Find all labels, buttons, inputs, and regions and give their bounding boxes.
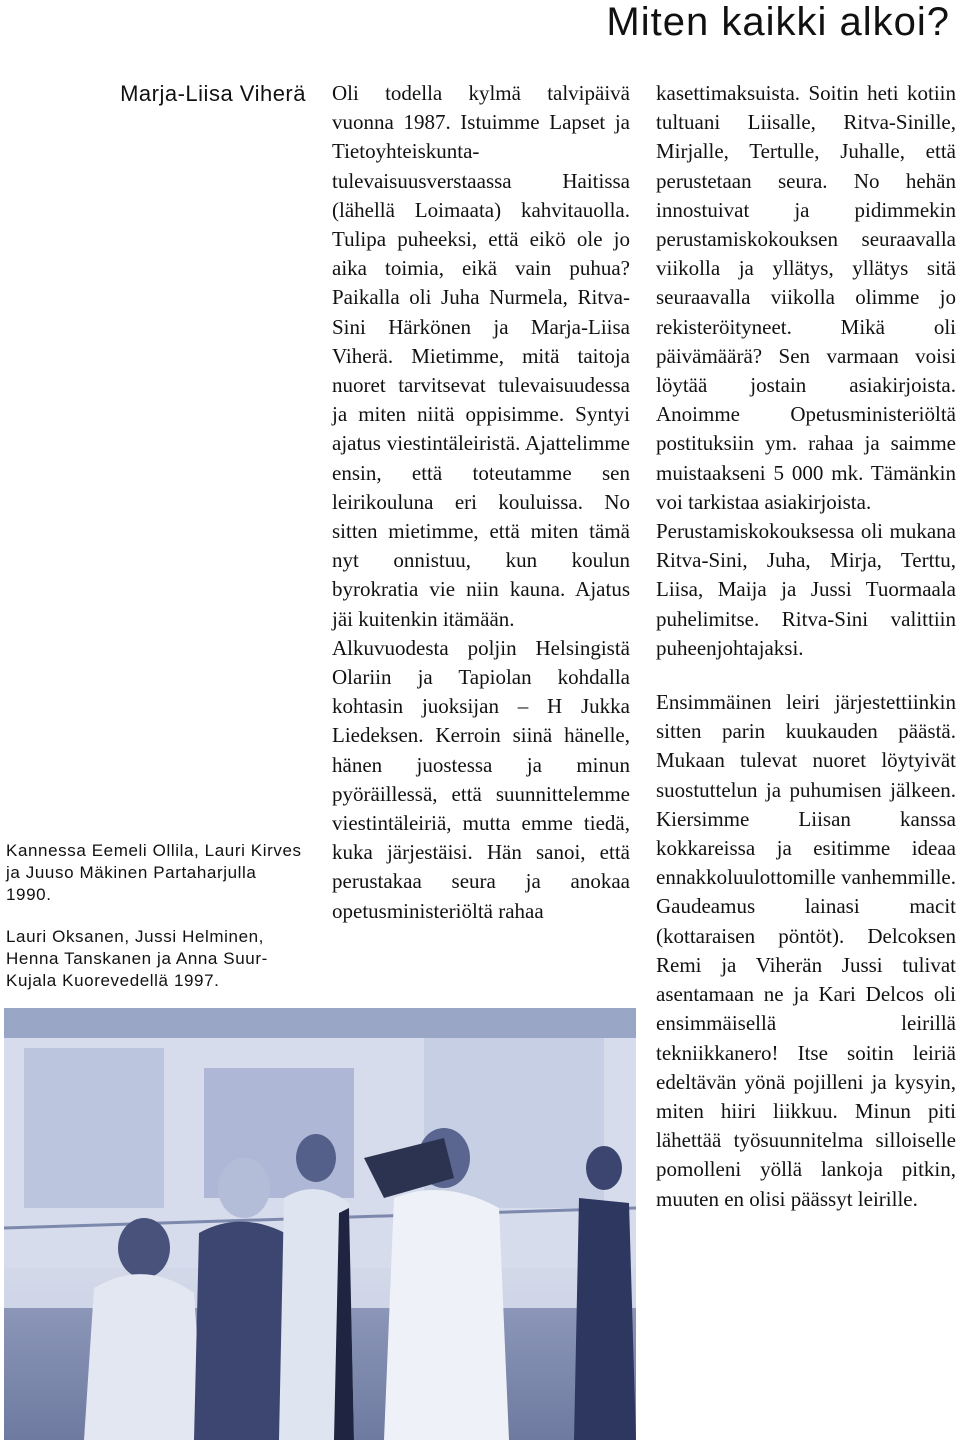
paragraph: Ensimmäinen leiri järjestettiinkin sitten parin kuukauden päästä. Mukaan tulevat nuoret löytyivät suostuttelun ja puhumisen jälkeen. Kiersimme Liisan kanssa kokkareissa ja esitimme ideaa ennakkoluulottomille vanhemmille. Gaudeamus lainasi macit (kottaraisen pöntöt). Delcoksen Remi ja Viherän Jussi tulivat asentamaan ne ja Kari Delcos oli ensimmäisellä leirillä tekniikkanero! Itse soitin leiriä edeltävän yönä pojilleni ja kysyin, miten hiiri liikkuu. Minun piti lähettää työsuunnitelma silloiselle pomolleni yöllä lankoja pitkin, muuten en olisi päässyt leirille. <box>656 690 956 1211</box>
article-column-middle <box>332 79 630 926</box>
article-column-right <box>656 79 956 1214</box>
author-name: Marja-Liisa Viherä <box>120 81 306 106</box>
photo-caption-1997: Lauri Oksanen, Jussi Helminen, Henna Tanskanen ja Anna Suur-Kujala Kuorevedellä 1997. <box>6 927 268 990</box>
paragraph: kasettimaksuista. Soitin heti kotiin tultuani Liisalle, Ritva-Sinille, Mirjalle, Tertulle, Juhalle, että perustetaan seura. No hehän innostuivat ja pidimmekin perustamiskokouksen seuraavalla viikolla ja yllätys, yllätys sitä seuraavalla viikolla olimme jo rekisteröityneet. Mikä oli päivämäärä? Sen varmaan voisi löytää jostain asiakirjoista. Anoimme Opetusministeriöltä postituksiin ym. rahaa ja saimme muistaakseni 5 000 mk. Tämänkin voi tarkistaa asiakirjoista. <box>656 81 956 514</box>
photo-caption-cover: Kannessa Eemeli Ollila, Lauri Kirves ja Juuso Mäkinen Partaharjulla 1990. <box>6 841 302 904</box>
paragraph: Perustamiskokouksessa oli mukana Ritva-Sini, Juha, Mirja, Terttu, Liisa, Maija ja Jussi Tuormaala puhelimitse. Ritva-Sini valittiin puheenjohtajaksi. <box>656 519 956 660</box>
paragraph: Alkuvuodesta poljin Helsingistä Olariin ja Tapiolan kohdalla kohtasin juoksijan – H Jukka Liedeksen. Kerroin siinä hänelle, hänen juostessa ja minun pyöräillessä, että suunnittelemme viestintäleiriä, mutta emme tiedä, kuka järjestäisi. Hän sanoi, että perustakaa seura ja anokaa opetusministeriöltä rahaa <box>332 635 630 923</box>
group-photo <box>4 1008 636 1440</box>
article-title: Miten kaikki alkoi? <box>606 0 950 44</box>
paragraph: Oli todella kylmä talvipäivä vuonna 1987. Istuimme Lapset ja Tietoyhteiskunta-tulevaisuusverstaassa Haitissa (lähellä Loimaata) kahvitauolla. Tulipa puheeksi, että eikö ole jo aika toimia, eikä vain puhua? Paikalla oli Juha Nurmela, Ritva-Sini Härkönen ja Marja-Liisa Viherä. Mietimme, mitä taitoja nuoret tarvitsevat tulevaisuudessa ja miten niitä oppisimme. Syntyi ajatus viestintäleiristä. Ajattelimme ensin, että toteutamme sen leirikouluna eri kouluissa. No sitten mietimme, että miten tämä nyt onnistuu, kun koulun byrokratia vie niin kauna. Ajatus jäi kuitenkin itämään. <box>332 81 630 631</box>
